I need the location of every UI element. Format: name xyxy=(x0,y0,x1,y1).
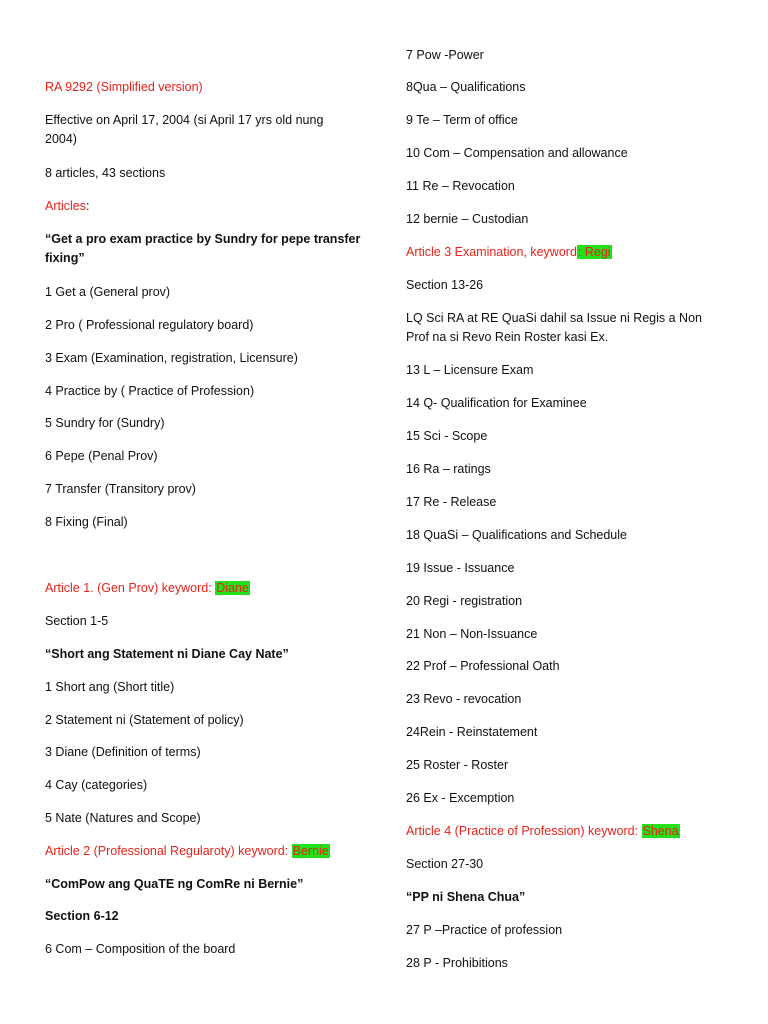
article-1-heading-text: Article 1. (Gen Prov) keyword: xyxy=(45,581,216,595)
article-3-heading xyxy=(406,243,612,262)
article-3-section: Section 13-26 xyxy=(406,278,484,292)
article-list-item: 6 Pepe (Penal Prov) xyxy=(45,449,158,463)
article-3-colon: : xyxy=(577,245,585,259)
article-2-heading-text: Article 2 (Professional Regularoty) keyword: xyxy=(45,844,292,858)
article-4-item: 28 P - Prohibitions xyxy=(406,956,508,970)
article-list-item: 8 Fixing (Final) xyxy=(45,515,128,529)
article-3-keyword: Regi xyxy=(584,245,611,259)
articles-sections-count: 8 articles, 43 sections xyxy=(45,166,166,180)
article-list-item: 2 Pro ( Professional regulatory board) xyxy=(45,318,254,332)
article-3-keyword-highlight xyxy=(577,245,612,259)
article-3-item: 21 Non – Non-Issuance xyxy=(406,627,538,641)
article-1-section: Section 1-5 xyxy=(45,614,109,628)
article-3-item: 20 Regi - registration xyxy=(406,594,523,608)
article-4-section: Section 27-30 xyxy=(406,857,484,871)
article-1-item: 5 Nate (Natures and Scope) xyxy=(45,811,201,825)
article-3-item: 23 Revo - revocation xyxy=(406,692,522,706)
article-3-item: 24Rein - Reinstatement xyxy=(406,725,538,739)
articles-mnemonic: “Get a pro exam practice by Sundry for pepe transfer fixing” xyxy=(45,232,361,265)
article-2-heading xyxy=(45,842,330,861)
article-3-heading-text: Article 3 Examination, keyword xyxy=(406,245,577,259)
article-4-heading-text: Article 4 (Practice of Profession) keyword: xyxy=(406,824,642,838)
article-1-item: 3 Diane (Definition of terms) xyxy=(45,745,201,759)
article-2-item: 7 Pow -Power xyxy=(406,48,484,62)
article-1-item: 2 Statement ni (Statement of policy) xyxy=(45,713,244,727)
article-3-item: 17 Re - Release xyxy=(406,495,497,509)
article-list-item: 1 Get a (General prov) xyxy=(45,285,171,299)
article-2-item: 11 Re – Revocation xyxy=(406,179,515,193)
articles-colon: : xyxy=(85,199,90,213)
article-1-mnemonic: “Short ang Statement ni Diane Cay Nate” xyxy=(45,647,289,661)
article-4-mnemonic: “PP ni Shena Chua” xyxy=(406,890,526,904)
article-2-item: 12 bernie – Custodian xyxy=(406,212,529,226)
article-2-section: Section 6-12 xyxy=(45,909,119,923)
article-2-item: 6 Com – Composition of the board xyxy=(45,942,236,956)
article-4-heading xyxy=(406,822,680,841)
article-2-keyword: Bernie xyxy=(292,844,329,858)
article-3-item: 19 Issue - Issuance xyxy=(406,561,515,575)
article-1-keyword: Diane xyxy=(216,581,249,595)
article-2-item: 8Qua – Qualifications xyxy=(406,80,526,94)
article-2-item: 10 Com – Compensation and allowance xyxy=(406,146,628,160)
article-list-item: 5 Sundry for (Sundry) xyxy=(45,416,165,430)
article-3-item: 25 Roster - Roster xyxy=(406,758,509,772)
article-2-item: 9 Te – Term of office xyxy=(406,113,518,127)
article-3-item: 14 Q- Qualification for Examinee xyxy=(406,396,587,410)
article-1-heading xyxy=(45,579,250,598)
article-list-item: 4 Practice by ( Practice of Profession) xyxy=(45,384,255,398)
article-2-mnemonic: “ComPow ang QuaTE ng ComRe ni Bernie” xyxy=(45,877,304,891)
article-list-item: 7 Transfer (Transitory prov) xyxy=(45,482,196,496)
article-3-mnemonic: LQ Sci RA at RE QuaSi dahil sa Issue ni Regis a Non Prof na si Revo Rein Roster kasi Ex. xyxy=(406,311,702,344)
article-1-item: 4 Cay (categories) xyxy=(45,778,148,792)
article-4-item: 27 P –Practice of profession xyxy=(406,923,563,937)
article-4-keyword: Shena xyxy=(642,824,679,838)
articles-label: Articles xyxy=(45,199,86,213)
article-3-item: 22 Prof – Professional Oath xyxy=(406,659,560,673)
effective-date: Effective on April 17, 2004 (si April 17 yrs old nung 2004) xyxy=(45,113,324,146)
article-3-item: 16 Ra – ratings xyxy=(406,462,491,476)
article-1-item: 1 Short ang (Short title) xyxy=(45,680,175,694)
articles-heading xyxy=(45,197,89,216)
article-3-item: 13 L – Licensure Exam xyxy=(406,363,534,377)
article-3-item: 18 QuaSi – Qualifications and Schedule xyxy=(406,528,627,542)
document-title: RA 9292 (Simplified version) xyxy=(45,80,203,94)
article-3-item: 26 Ex - Excemption xyxy=(406,791,515,805)
article-3-item: 15 Sci - Scope xyxy=(406,429,488,443)
article-list-item: 3 Exam (Examination, registration, Licensure) xyxy=(45,351,298,365)
